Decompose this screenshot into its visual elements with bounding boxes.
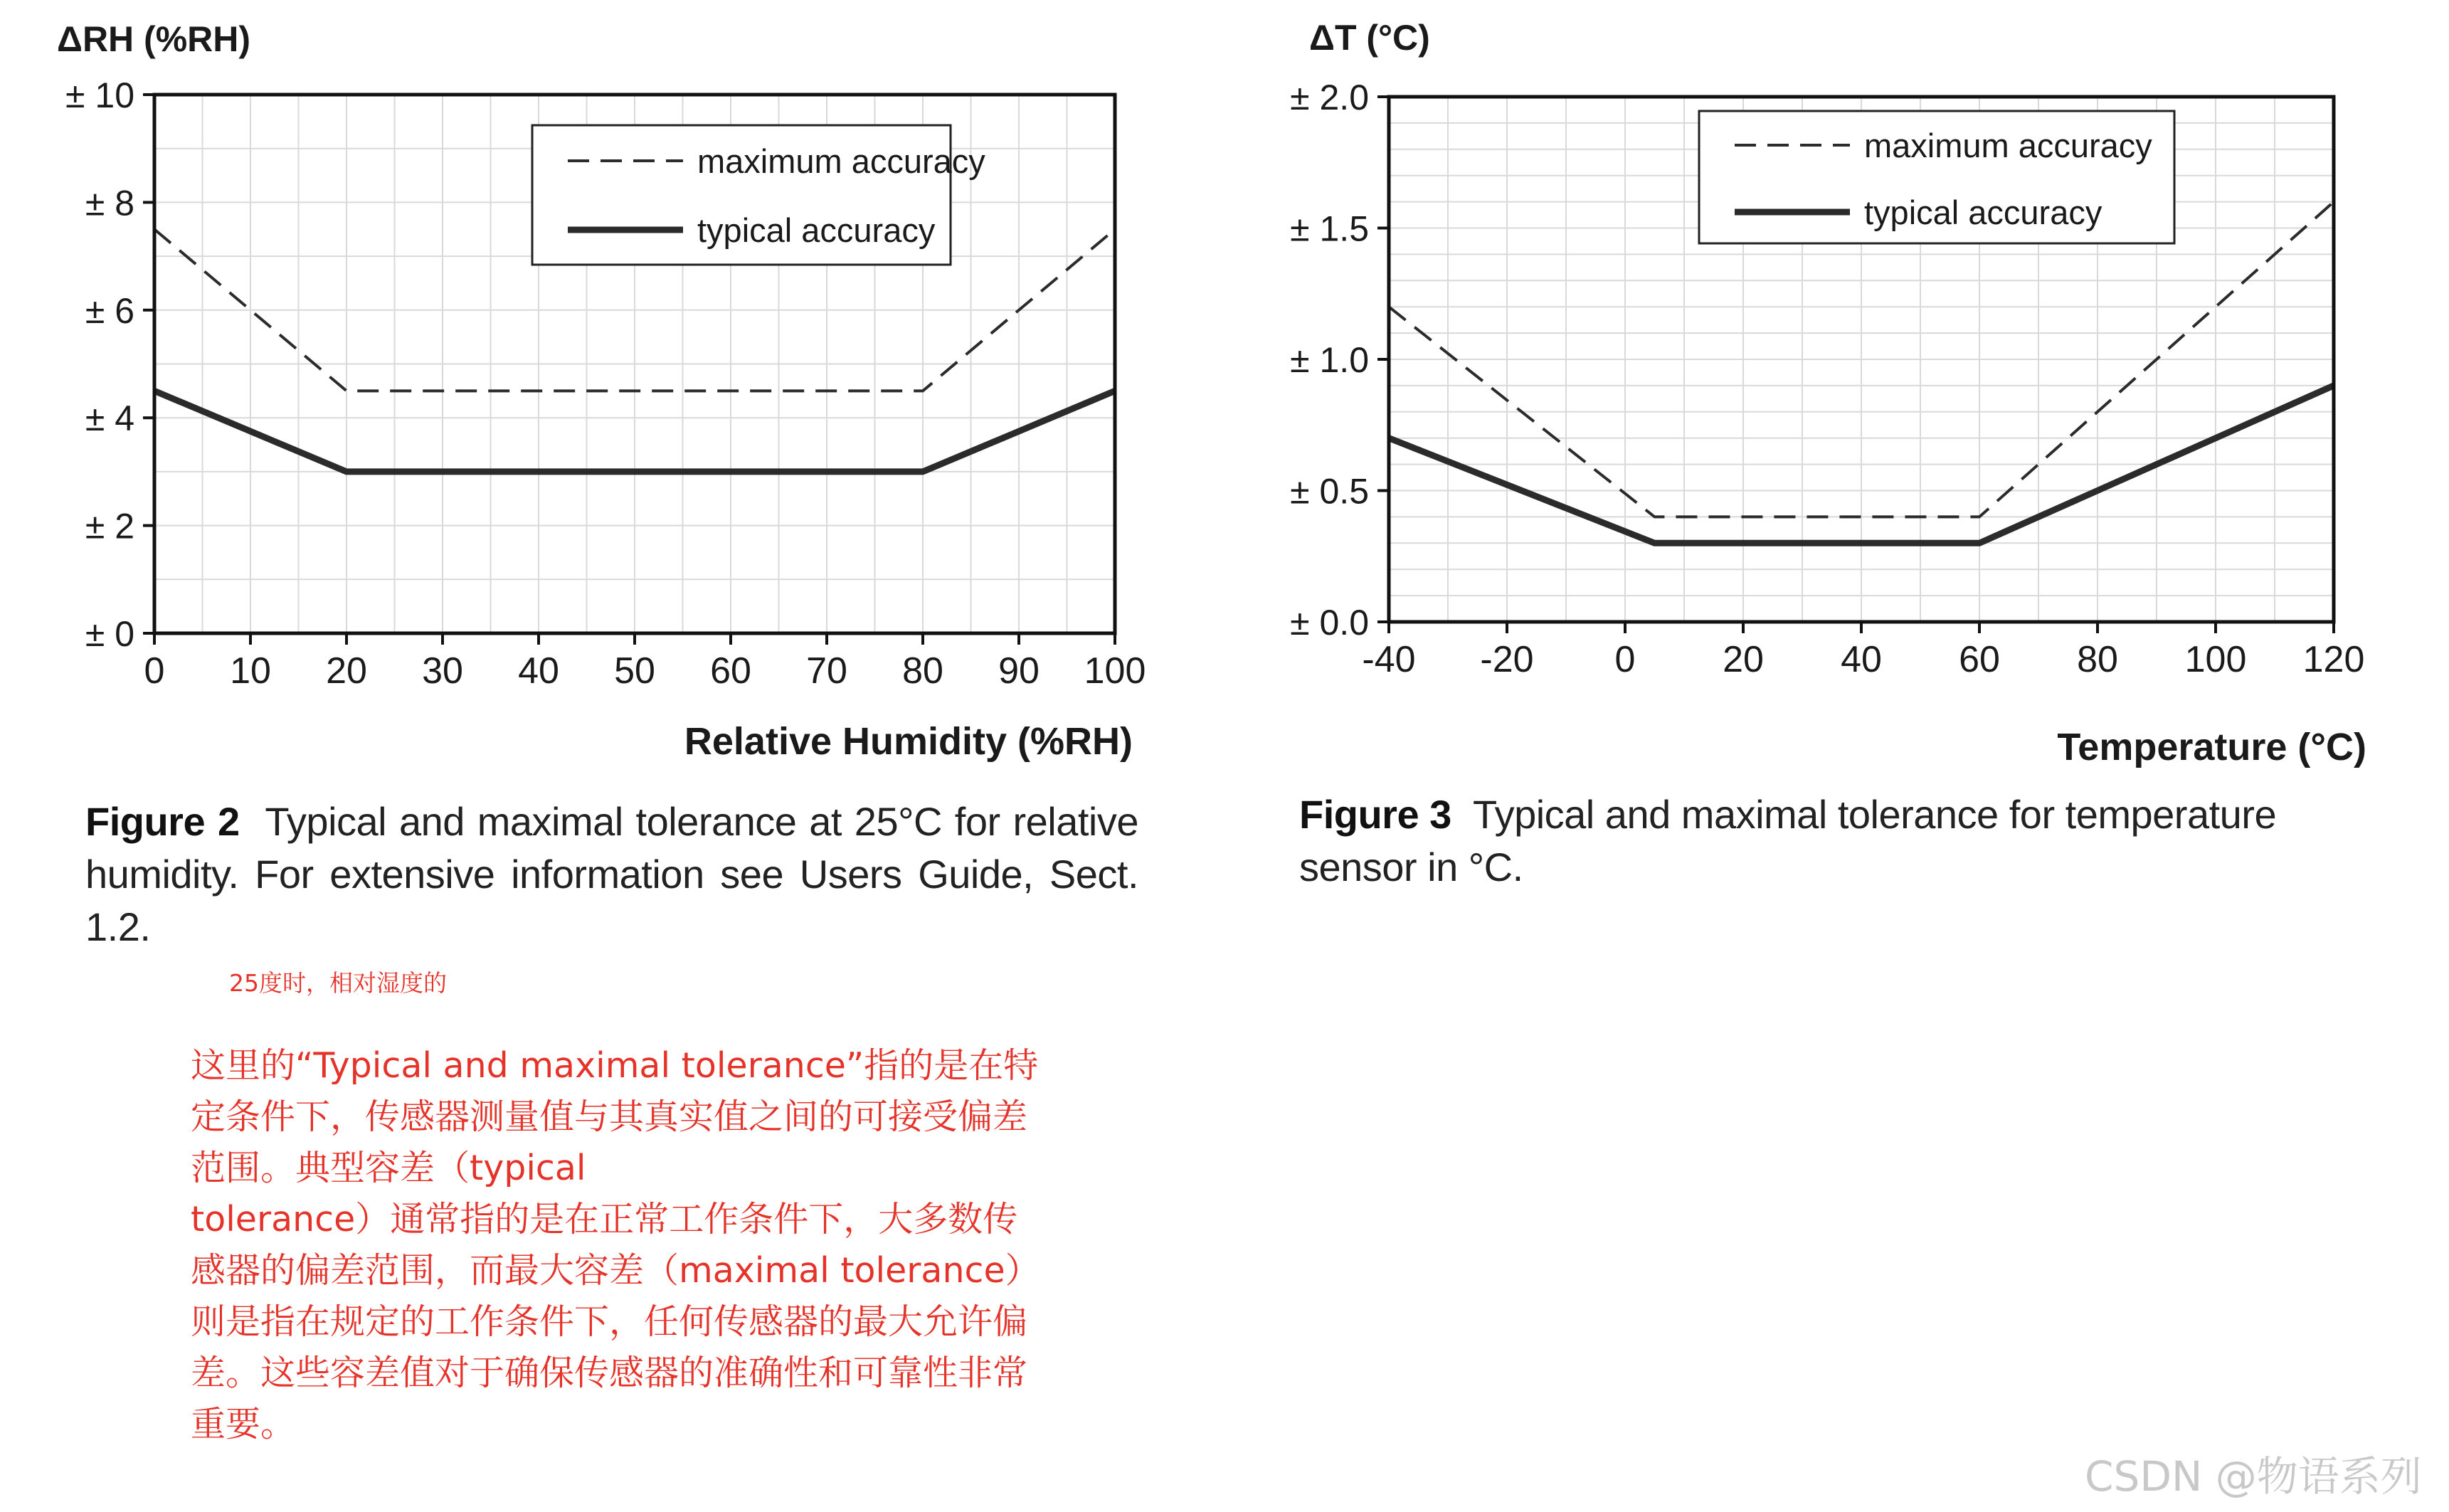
y-tick-label: ± 10	[65, 75, 134, 115]
x-tick-label: 60	[710, 650, 751, 692]
x-tick-label: 30	[422, 650, 463, 692]
legend-label-typical-accuracy: typical accuracy	[697, 211, 936, 249]
y-tick-label: ± 8	[85, 183, 134, 223]
x-tick-label: 40	[518, 650, 559, 692]
humidity-tolerance-chart	[0, 0, 1174, 783]
x-tick-label: -20	[1480, 639, 1534, 680]
x-tick-label: 80	[2077, 639, 2118, 680]
y-tick-label: ± 0	[85, 614, 134, 654]
x-tick-label: 80	[902, 650, 943, 692]
x-tick-label: 20	[326, 650, 367, 692]
x-tick-label: 60	[1959, 639, 2000, 680]
x-tick-label: 0	[144, 650, 165, 692]
x-tick-label: 20	[1723, 639, 1764, 680]
figure-3-label: Figure 3	[1299, 792, 1451, 837]
y-tick-label: ± 1.5	[1290, 208, 1369, 249]
x-tick-label: 10	[230, 650, 271, 692]
figure-2-text: Typical and maximal tolerance at 25°C for relative humidity. For extensive information see Users Guide, Sect. 1.2.	[85, 799, 1138, 949]
temperature-tolerance-chart	[1174, 0, 2440, 783]
y-tick-label: ± 4	[85, 398, 134, 439]
figure-2-caption	[85, 795, 1138, 953]
x-tick-label: 0	[1614, 639, 1636, 680]
y-tick-label: ± 1.0	[1290, 340, 1369, 380]
y-tick-label: ± 0.0	[1290, 603, 1369, 643]
y-tick-label: ± 6	[85, 290, 134, 331]
x-tick-label: 90	[998, 650, 1040, 692]
x-tick-label: 120	[2302, 639, 2365, 680]
legend-label-maximum-accuracy: maximum accuracy	[1864, 127, 2152, 164]
y-tick-label: ± 2	[85, 506, 134, 546]
watermark: CSDN @物语系列	[2085, 1452, 2422, 1501]
x-tick-label: -40	[1362, 639, 1416, 680]
legend-label-typical-accuracy: typical accuracy	[1864, 194, 2102, 231]
x-tick-label: 100	[2184, 639, 2247, 680]
figure-3-caption	[1299, 788, 2352, 894]
y-axis-label: ΔT (°C)	[1309, 18, 1430, 58]
annotation-small: 25度时，相对湿度的	[229, 969, 447, 997]
figure-3-text: Typical and maximal tolerance for temperature sensor in °C.	[1299, 792, 2277, 889]
figure-2-label: Figure 2	[85, 799, 240, 844]
x-tick-label: 100	[1084, 650, 1146, 692]
y-tick-label: ± 0.5	[1290, 471, 1369, 512]
x-tick-label: 40	[1841, 639, 1882, 680]
annotation-explanation: 这里的“Typical and maximal tolerance”指的是在特定条件下，传感器测量值与其真实值之间的可接受偏差范围。典型容差（typical tolerance）通常指的是在正常工作条件下，大多数传感器的偏差范围，而最大容差（maximal tolerance）则是指在规定的工作条件下，任何传感器的最大允许偏差。这些容差值对于确保传感器的准确性和可靠性非常重要。	[191, 1045, 1040, 1444]
x-axis-label: Relative Humidity (%RH)	[684, 720, 1133, 763]
x-axis-label: Temperature (°C)	[2057, 726, 2366, 768]
x-tick-label: 70	[806, 650, 847, 692]
y-axis-label: ΔRH (%RH)	[57, 19, 251, 59]
x-tick-label: 50	[614, 650, 655, 692]
y-tick-label: ± 2.0	[1290, 78, 1369, 117]
legend-label-maximum-accuracy: maximum accuracy	[697, 142, 985, 180]
